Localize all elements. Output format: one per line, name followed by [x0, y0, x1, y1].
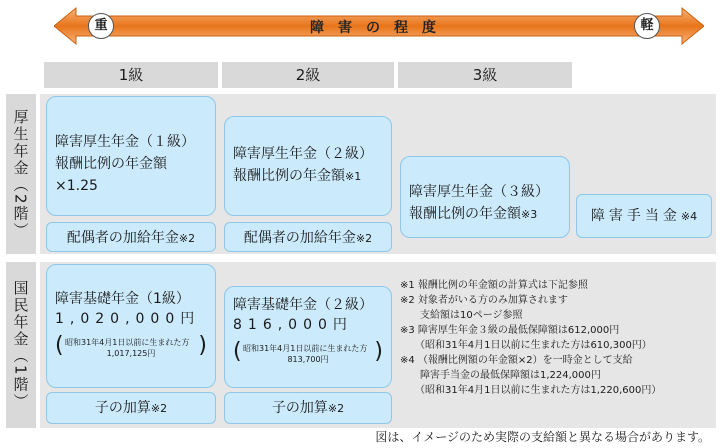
kokumin-grade2-title: 障害基礎年金（２級）: [233, 297, 373, 313]
kosei-grade3-note: ※3: [521, 208, 538, 221]
spouse-addition-note-2: ※2: [355, 232, 373, 245]
child-addition-label-2: 子の加算: [271, 400, 328, 416]
kokumin-grade1-older-note: ( 昭和31年4月1日以前に生まれた方 1,017,125円 ): [55, 333, 207, 358]
spouse-addition-box-1: [46, 222, 216, 252]
child-addition-note-2: ※2: [327, 402, 345, 415]
spouse-addition-label-1: 配偶者の加給年金: [66, 230, 179, 246]
kosei-grade1-formula: 報酬比例の年金額×1.25: [55, 156, 167, 194]
kokumin-grade1-amount: 1,020,000円: [55, 311, 201, 327]
lump-sum-box: [576, 194, 712, 238]
kosei-grade3-title: 障害厚生年金（３級）: [409, 184, 549, 200]
lump-sum-note: ※4: [680, 210, 698, 223]
child-addition-box-2: [224, 392, 392, 424]
footnote-2-detail: 支給額は10ページ参照: [400, 310, 523, 321]
grade-header-1: 1級: [44, 62, 218, 88]
footnotes: [400, 278, 712, 398]
footnote-1: ※1 報酬比例の年金額の計算式は下記参照: [400, 280, 588, 291]
kokumin-side-label: 国民年金（1階）: [6, 262, 36, 428]
severe-marker: 重: [88, 13, 114, 39]
kosei-side-label: 厚生年金（2階）: [6, 94, 36, 254]
child-addition-note-1: ※2: [150, 402, 168, 415]
kosei-grade1-title: 障害厚生年金（１級）: [55, 134, 195, 150]
kosei-grade3-box: [400, 156, 570, 238]
kosei-grade2-formula: 報酬比例の年金額: [233, 168, 345, 184]
kosei-grade1-box: [46, 96, 216, 216]
footnote-2: ※2 対象者がいる方のみ加算されます: [400, 295, 568, 306]
kosei-grade2-title: 障害厚生年金（２級）: [233, 146, 373, 162]
kokumin-grade1-title: 障害基礎年金（1級）: [55, 291, 190, 307]
kokumin-grade2-older-note: ( 昭和31年4月1日以前に生まれた方 813,700円 ): [233, 339, 383, 364]
kosei-grade2-note: ※1: [345, 170, 362, 183]
footnote-4-detail: 障害手当金の最低保障額は1,224,000円: [400, 370, 601, 381]
disclaimer: 図は、イメージのため実際の支給額と異なる場合があります。: [375, 430, 710, 444]
grade-header-2: 2級: [222, 62, 394, 88]
child-addition-label-1: 子の加算: [94, 400, 151, 416]
footnote-4: ※4 （報酬比例額の年金額×2）を一時金として支給: [400, 355, 633, 366]
spouse-addition-note-1: ※2: [178, 232, 196, 245]
kokumin-grade1-box: [46, 264, 216, 388]
grade-header-3: 3級: [398, 62, 572, 88]
spouse-addition-box-2: [224, 222, 392, 252]
child-addition-box-1: [46, 392, 216, 424]
kosei-grade3-formula: 報酬比例の年金額: [409, 206, 521, 222]
kokumin-grade2-box: [224, 286, 392, 388]
footnote-4-older: （昭和31年4月1日以前に生まれた方は1,220,600円）: [400, 385, 662, 396]
kosei-grade2-box: [224, 116, 392, 216]
mild-marker: 軽: [634, 13, 660, 39]
footnote-3-detail: （昭和31年4月1日以前に生まれた方は610,300円）: [400, 340, 652, 351]
kokumin-grade2-amount: 816,000円: [233, 317, 353, 333]
footnote-3: ※3 障害厚生年金３級の最低保障額は612,000円: [400, 325, 620, 336]
spouse-addition-label-2: 配偶者の加給年金: [243, 230, 356, 246]
severity-label: 障害の程度: [310, 20, 450, 36]
lump-sum-label: 障害手当金: [590, 208, 681, 224]
